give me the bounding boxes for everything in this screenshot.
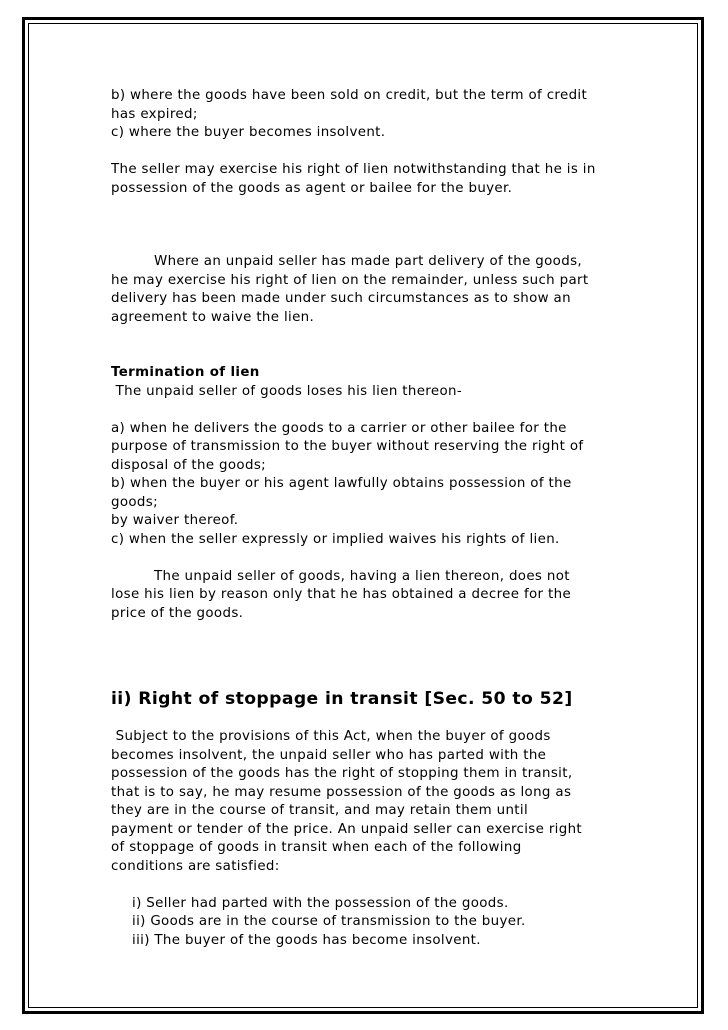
text-line: c) where the buyer becomes insolvent. xyxy=(111,125,386,140)
text-line: of stoppage of goods in transit when each of the following xyxy=(111,840,522,855)
termination-intro: The unpaid seller of goods loses his lien thereon- xyxy=(111,383,463,399)
text-line: by waiver thereof. xyxy=(111,513,239,528)
text-line: payment or tender of the price. An unpaid seller can exercise right xyxy=(111,821,583,837)
list-item: i) Seller had parted with the possession of the goods. xyxy=(132,895,509,911)
decree-paragraph xyxy=(111,568,631,624)
section-heading: ii) Right of stoppage in transit [Sec. 50 to 52] xyxy=(111,689,573,709)
text-line: c) when the seller expressly or implied waives his rights of lien. xyxy=(111,531,560,547)
text-line: becomes insolvent, the unpaid seller who has parted with the xyxy=(111,747,547,763)
agent-bailee-paragraph xyxy=(111,161,631,198)
text-line: possession of the goods has the right of stopping them in transit, xyxy=(111,766,573,781)
text-line: lose his lien by reason only that he has obtained a decree for the xyxy=(111,587,572,602)
document-body xyxy=(111,87,631,950)
lien-loss-conditions xyxy=(111,420,631,550)
conditions-list xyxy=(111,895,631,951)
text-line: Where an unpaid seller has made part delivery of the goods, xyxy=(154,254,583,269)
text-line: he may exercise his right of lien on the remainder, unless such part xyxy=(111,272,589,288)
text-line: The unpaid seller of goods, having a lien thereon, does not xyxy=(154,568,570,584)
stoppage-paragraph xyxy=(111,728,631,876)
text-line: agreement to waive the lien. xyxy=(111,309,315,325)
text-line: that is to say, he may resume possession of the goods as long as xyxy=(111,784,572,800)
text-line: b) when the buyer or his agent lawfully obtains possession of the xyxy=(111,476,572,491)
list-item: ii) Goods are in the course of transmission to the buyer. xyxy=(132,914,526,929)
text-line: a) when he delivers the goods to a carrier or other bailee for the xyxy=(111,420,567,436)
termination-heading: Termination of lien xyxy=(111,365,260,380)
text-line: delivery has been made under such circumstances as to show an xyxy=(111,291,571,306)
text-line: they are in the course of transit, and may retain them until xyxy=(111,803,529,818)
text-line: goods; xyxy=(111,494,158,510)
text-line: conditions are satisfied: xyxy=(111,858,280,874)
text-line: b) where the goods have been sold on credit, but the term of credit xyxy=(111,88,588,103)
text-line: Subject to the provisions of this Act, when the buyer of goods xyxy=(111,729,551,744)
text-line: disposal of the goods; xyxy=(111,457,267,473)
text-line: has expired; xyxy=(111,106,198,122)
list-item: iii) The buyer of the goods has become insolvent. xyxy=(132,932,481,948)
text-line: The seller may exercise his right of lien notwithstanding that he is in xyxy=(111,162,596,177)
text-line: possession of the goods as agent or bailee for the buyer. xyxy=(111,180,513,196)
text-line: purpose of transmission to the buyer without reserving the right of xyxy=(111,439,584,454)
credit-conditions-paragraph xyxy=(111,87,631,143)
text-line: price of the goods. xyxy=(111,605,244,621)
part-delivery-paragraph xyxy=(111,253,631,327)
